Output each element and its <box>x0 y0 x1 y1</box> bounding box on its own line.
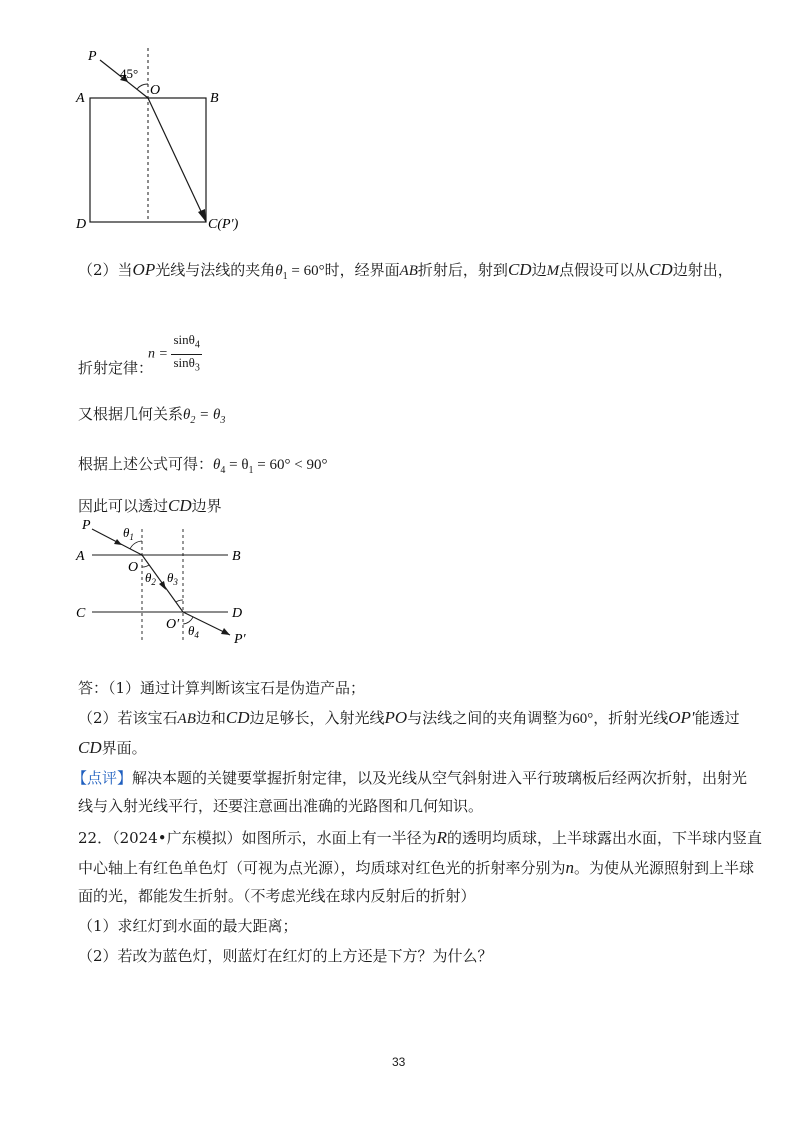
refraction-formula: n = $\frac{\sin\theta_4}{\sin\theta_3}$ <box>148 332 200 374</box>
incident-arrow <box>114 539 122 545</box>
label-theta2: $\theta_2$ <box>145 570 156 587</box>
label-a: A <box>76 549 85 564</box>
label-c: C <box>76 606 86 621</box>
figure-1-rectangle-diagram <box>70 40 270 240</box>
arc-theta2 <box>142 565 149 567</box>
emergent-arrow <box>221 628 230 635</box>
refracted-arrow <box>198 209 206 222</box>
q22-line-1: 22．（2024•广东模拟）如图所示，水面上有一半径为R的透明均质球，上半球露出水面，下半球内竖直 <box>78 828 763 847</box>
label-theta4: $\theta_4$ <box>188 623 199 640</box>
label-theta3: $\theta_3$ <box>167 570 178 587</box>
refracted-ray <box>148 98 206 222</box>
review-tag: 【点评】 <box>72 769 133 787</box>
label-a: A <box>76 91 85 106</box>
label-b: B <box>232 549 241 564</box>
arc-theta3 <box>176 600 183 602</box>
page-number: 33 <box>392 1055 406 1069</box>
result-line: 根据上述公式可得：$\theta_4 = \theta_1 = 60^\circ < 90^\circ$ <box>78 455 328 476</box>
angle-arc <box>137 84 148 89</box>
review-line-2: 线与入射光线平行，还要注意画出准确的光路图和几何知识。 <box>78 797 484 815</box>
q22-line-2: 中心轴上有红色单色灯（可视为点光源），均质球对红色光的折射率分别为n。为使从光源照射到上半球 <box>78 858 755 877</box>
label-p: P <box>82 518 91 533</box>
label-d: D <box>76 217 87 232</box>
q22-sub-2: （2）若改为蓝色灯，则蓝灯在红灯的上方还是下方？为什么？ <box>78 947 493 965</box>
label-p: P <box>88 49 97 64</box>
label-c: C(P′) <box>208 217 239 232</box>
geometry-relation: 又根据几何关系$\theta_2 = \theta_3$ <box>78 405 226 426</box>
q22-line-3: 面的光，都能发生折射。（不考虑光线在球内反射后的折射） <box>78 887 476 905</box>
figure-2-slab-diagram <box>70 515 280 650</box>
answer-line-1: 答：（1）通过计算判断该宝石是伪造产品； <box>78 679 366 697</box>
label-theta1: $\theta_1$ <box>123 525 134 542</box>
answer-line-2: （2）若该宝石AB边和CD边足够长，入射光线PO与法线之间的夹角调整为60°，折射光线OP′能透过 <box>78 708 740 727</box>
refraction-law-label: 折射定律： <box>78 359 154 377</box>
label-b: B <box>210 91 219 106</box>
label-d: D <box>232 606 243 621</box>
answer-line-3: CD界面。 <box>78 738 147 757</box>
label-o: O <box>128 560 139 575</box>
inside-arrow <box>159 581 166 590</box>
label-o-prime: O′ <box>166 617 180 632</box>
arc-theta1 <box>130 541 142 549</box>
conclusion-line: 因此可以透过CD边界 <box>78 496 222 515</box>
q22-sub-1: （1）求红灯到水面的最大距离； <box>78 917 298 935</box>
label-o: O <box>150 83 161 98</box>
part2-line: （2）当OP光线与法线的夹角$\theta_1 = 60^\circ$时，经界面AB折射后，射到CD边M点假设可以从CD边射出， <box>78 260 733 282</box>
review-line-1: 【点评】解决本题的关键要掌握折射定律，以及光线从空气斜射进入平行玻璃板后经两次折射，出射光 <box>72 769 748 787</box>
label-angle-45: 45° <box>120 66 139 81</box>
label-p-prime: P′ <box>234 632 246 647</box>
